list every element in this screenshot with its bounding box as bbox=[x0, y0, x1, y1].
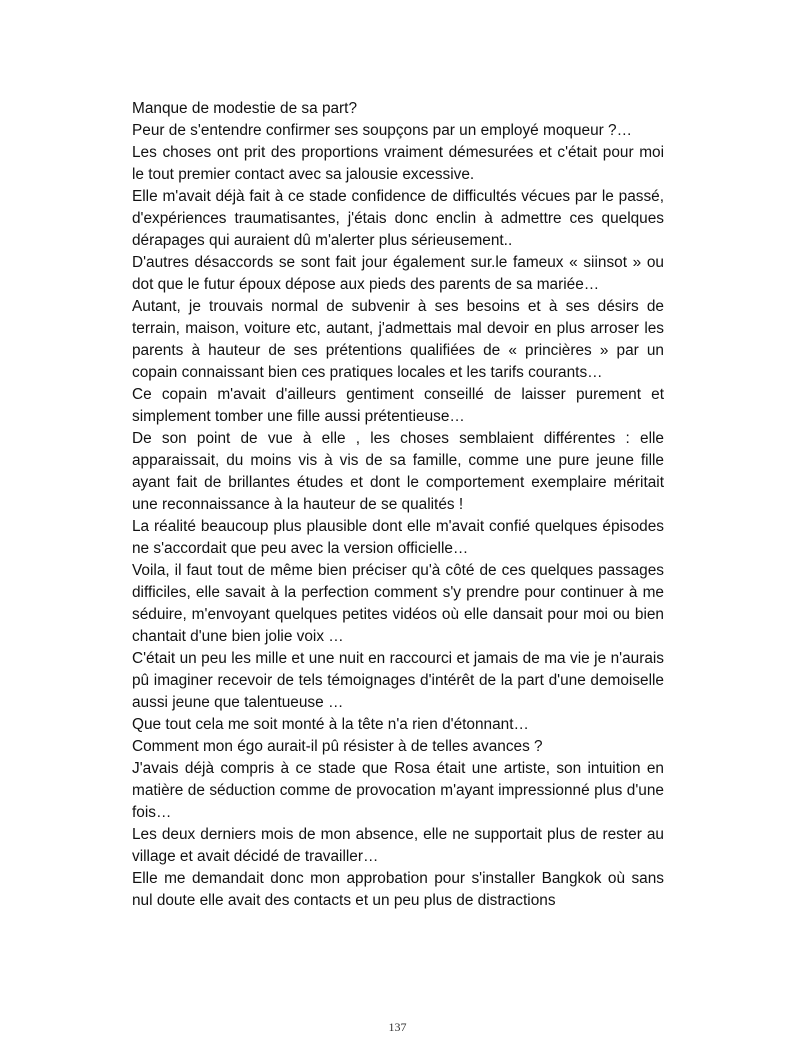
body-text bbox=[132, 98, 664, 912]
paragraph: D'autres désaccords se sont fait jour également sur.le fameux « siinsot » ou dot que le futur époux dépose aux pieds des parents de sa mariée… bbox=[132, 254, 664, 293]
paragraph: Voila, il faut tout de même bien préciser qu'à côté de ces quelques passages difficiles, elle savait à la perfection comment s'y prendre pour continuer à me séduire, m'envoyant quelques petites vidéos où elle dansait pour moi ou bien chantait d'une bien jolie voix … bbox=[132, 562, 664, 645]
paragraph: J'avais déjà compris à ce stade que Rosa était une artiste, son intuition en matière de séduction comme de provocation m'ayant impressionné plus d'une fois… bbox=[132, 760, 664, 821]
paragraph: Ce copain m'avait d'ailleurs gentiment conseillé de laisser purement et simplement tomber une fille aussi prétentieuse… bbox=[132, 386, 664, 425]
paragraph: Peur de s'entendre confirmer ses soupçons par un employé moqueur ?… bbox=[132, 122, 632, 139]
paragraph: De son point de vue à elle , les choses semblaient différentes : elle apparaissait, du moins vis à vis de sa famille, comme une pure jeune fille ayant fait de brillantes études et dont le comportement exemplaire méritait une reconnaissance à la hauteur de se qualités ! bbox=[132, 430, 664, 513]
paragraph: Les deux derniers mois de mon absence, elle ne supportait plus de rester au village et avait décidé de travailler… bbox=[132, 826, 664, 865]
paragraph: Elle m'avait déjà fait à ce stade confidence de difficultés vécues par le passé, d'expériences traumatisantes, j'étais donc enclin à admettre ces quelques dérapages qui auraient dû m'alerter plus sérieusement.. bbox=[132, 188, 664, 249]
paragraph: La réalité beaucoup plus plausible dont elle m'avait confié quelques épisodes ne s'accordait que peu avec la version officielle… bbox=[132, 518, 664, 557]
paragraph: Elle me demandait donc mon approbation pour s'installer Bangkok où sans nul doute elle avait des contacts et un peu plus de distractions bbox=[132, 870, 664, 909]
paragraph: Comment mon égo aurait-il pû résister à de telles avances ? bbox=[132, 738, 543, 755]
paragraph: Que tout cela me soit monté à la tête n'a rien d'étonnant… bbox=[132, 716, 529, 733]
paragraph: Manque de modestie de sa part? bbox=[132, 100, 358, 117]
page-number: 137 bbox=[388, 1020, 407, 1034]
paragraph: Autant, je trouvais normal de subvenir à ses besoins et à ses désirs de terrain, maison, voiture etc, autant, j'admettais mal devoir en plus arroser les parents à hauteur de ses prétentions qualifiées de « princières » par un copain connaissant bien ces pratiques locales et les tarifs courants… bbox=[132, 298, 664, 381]
paragraph: C'était un peu les mille et une nuit en raccourci et jamais de ma vie je n'aurais pû imaginer recevoir de tels témoignages d'intérêt de la part d'une demoiselle aussi jeune que talentueuse … bbox=[132, 650, 664, 711]
paragraph: Les choses ont prit des proportions vraiment démesurées et c'était pour moi le tout premier contact avec sa jalousie excessive. bbox=[132, 144, 664, 183]
